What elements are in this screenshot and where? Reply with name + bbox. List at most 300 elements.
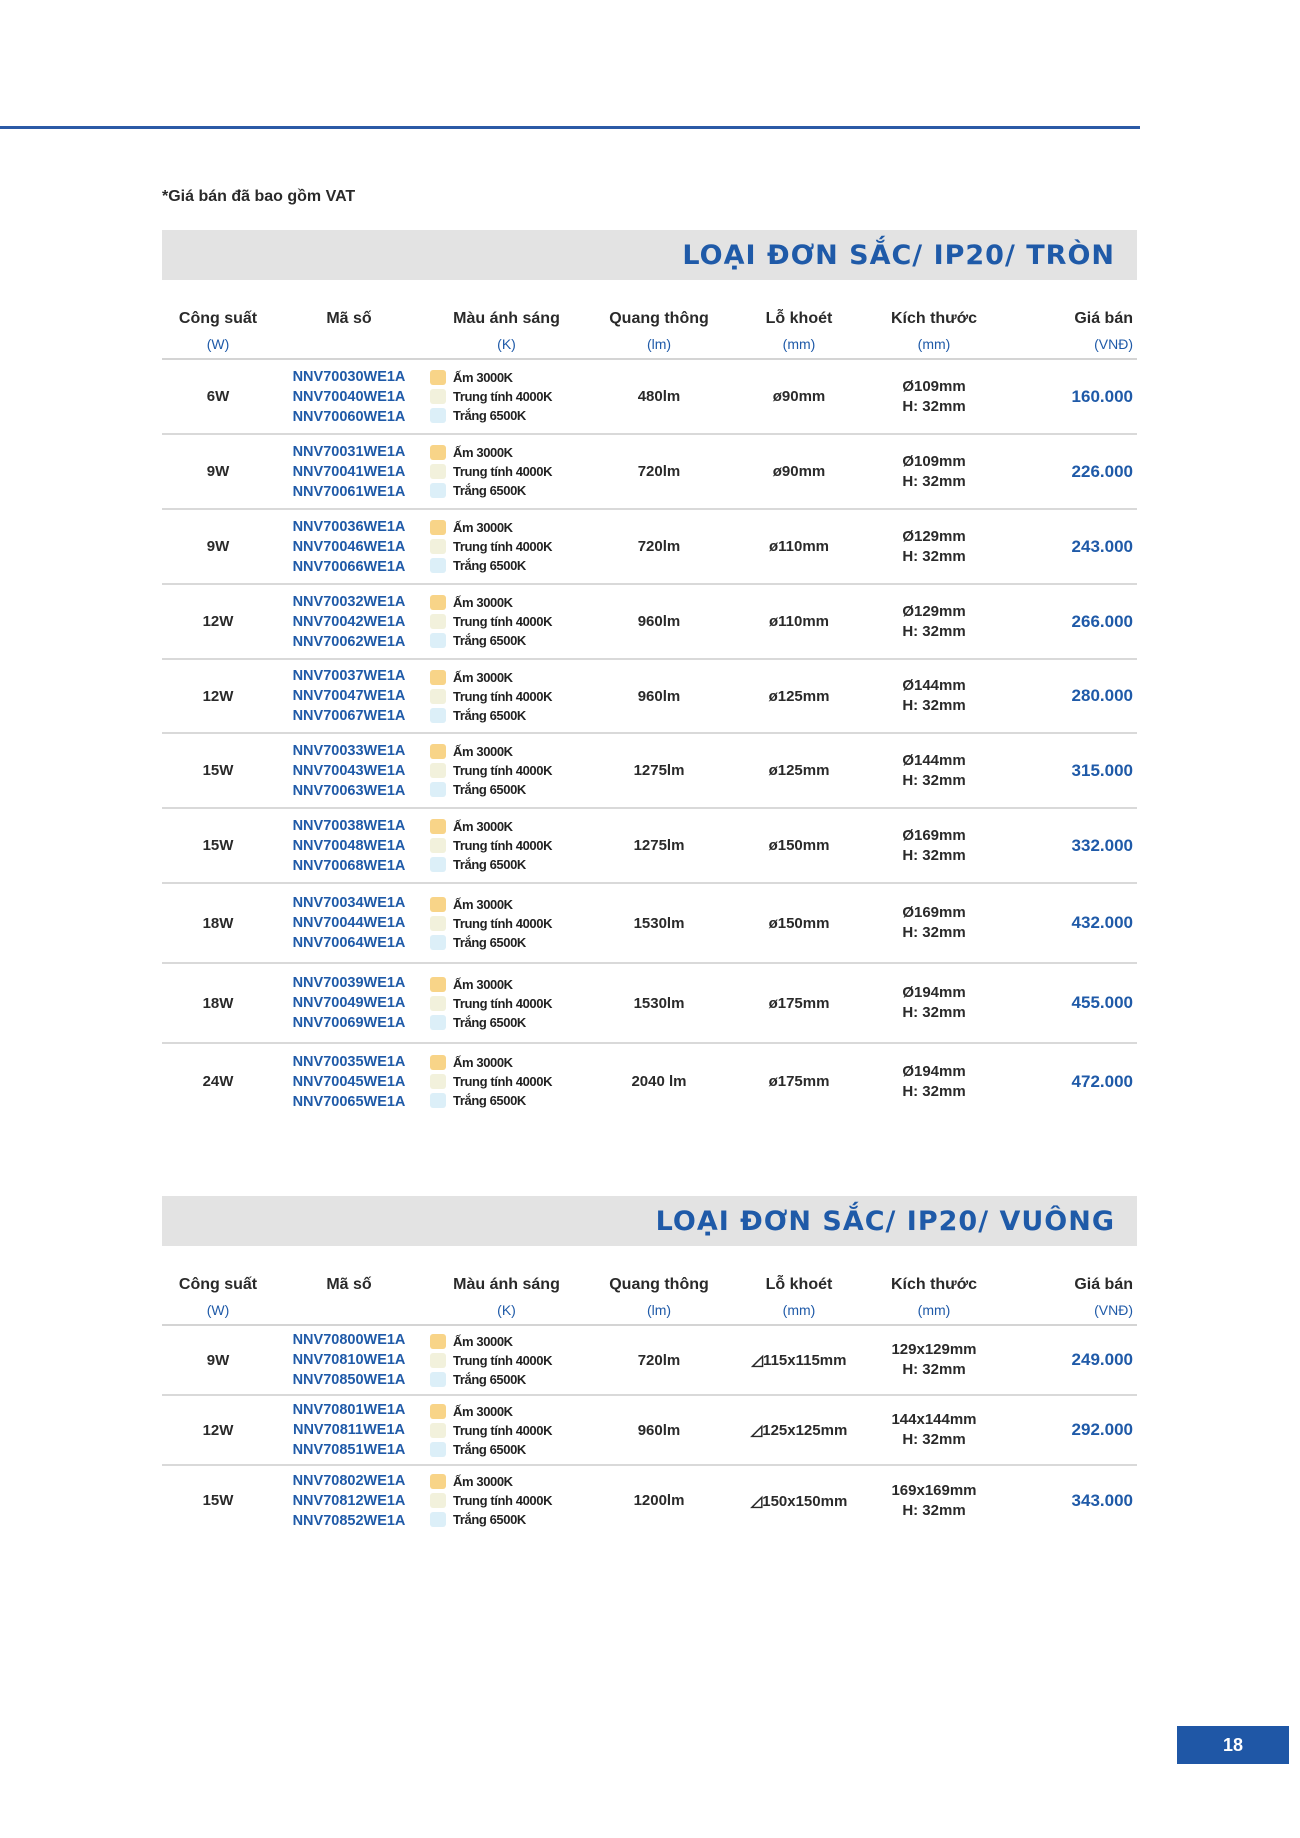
light-color-label: Trung tính 4000K (453, 1352, 553, 1368)
light-color-option (430, 1510, 589, 1529)
light-color-option (430, 895, 589, 914)
product-code: NNV70046WE1A (292, 538, 406, 555)
lumen-cell: 1275lm (589, 808, 729, 883)
lumen-cell: 720lm (589, 509, 729, 584)
size-value: H: 32mm (902, 924, 966, 941)
size-cell (869, 584, 999, 659)
price-cell: 343.000 (1071, 1490, 1133, 1510)
size-cell (869, 963, 999, 1043)
light-color-option (430, 975, 589, 994)
color-swatch-icon (430, 857, 446, 872)
product-code: NNV70045WE1A (292, 1073, 406, 1090)
light-color-option (430, 481, 589, 500)
color-swatch-icon (430, 838, 446, 853)
section-title: LOẠI ĐƠN SẮC/ IP20/ VUÔNG (162, 1196, 1137, 1246)
column-header: Công suất (178, 310, 258, 327)
light-color-option (430, 836, 589, 855)
light-color-option (430, 933, 589, 952)
price-cell: 266.000 (999, 584, 1137, 659)
size-value: H: 32mm (902, 697, 966, 714)
color-swatch-icon (430, 708, 446, 723)
lumen-cell: 720lm (589, 1325, 729, 1395)
price-cell: 292.000 (999, 1395, 1137, 1465)
light-color-option (430, 1013, 589, 1032)
light-color-option (430, 1370, 589, 1389)
light-color-label: Trung tính 4000K (453, 464, 553, 479)
header-row (162, 1246, 1137, 1296)
light-color-cell (424, 1043, 589, 1119)
product-code: NNV70036WE1A (292, 518, 406, 535)
color-swatch-icon (430, 1423, 446, 1438)
product-code: NNV70043WE1A (292, 762, 406, 779)
size-cell (869, 434, 999, 509)
power-cell: 6W (162, 359, 274, 434)
light-color-option (430, 687, 589, 706)
header-row (162, 280, 1137, 330)
light-color-label: Trắng 6500K (453, 782, 526, 797)
price-cell: 226.000 (999, 434, 1137, 509)
price-table (162, 280, 1137, 1119)
light-color-option (430, 518, 589, 537)
light-color-label: Trắng 6500K (453, 857, 526, 872)
color-swatch-icon (430, 1442, 446, 1457)
light-color-option (430, 1472, 589, 1491)
column-header: Mã số (326, 310, 372, 327)
light-color-label: Ấm 3000K (453, 370, 513, 385)
light-color-option (430, 761, 589, 780)
color-swatch-icon (430, 782, 446, 797)
light-color-label: Trắng 6500K (453, 408, 526, 423)
size-cell (869, 359, 999, 434)
size-cell (869, 509, 999, 584)
price-cell: 160.000 (999, 359, 1137, 434)
power-cell: 12W (162, 584, 274, 659)
light-color-option (430, 612, 589, 631)
size-value: H: 32mm (902, 397, 966, 415)
product-code: NNV70031WE1A (292, 443, 406, 460)
product-code: NNV70060WE1A (292, 408, 406, 425)
cutout-cell: ◿150x150mm (750, 1492, 848, 1510)
column-unit: (K) (424, 1296, 589, 1325)
table-row (162, 808, 1137, 883)
codes-cell (274, 509, 424, 584)
size-cell (869, 1043, 999, 1119)
color-swatch-icon (430, 1372, 446, 1387)
product-code: NNV70044WE1A (292, 915, 406, 931)
cutout-cell: ø175mm (768, 1073, 830, 1090)
column-header: Mã số (326, 1276, 372, 1293)
color-swatch-icon (430, 1474, 446, 1489)
size-value: Ø169mm (902, 904, 966, 921)
light-color-option (430, 1091, 589, 1110)
color-swatch-icon (430, 483, 446, 498)
price-cell: 243.000 (999, 509, 1137, 584)
size-value: Ø129mm (902, 602, 966, 620)
size-value: H: 32mm (902, 1004, 966, 1021)
size-cell (869, 808, 999, 883)
light-color-option (430, 742, 589, 761)
column-unit (274, 330, 424, 359)
light-color-option (430, 443, 589, 462)
table-row (162, 963, 1137, 1043)
cutout-cell: ø175mm (729, 963, 869, 1043)
light-color-cell (424, 1325, 589, 1395)
product-code: NNV70039WE1A (292, 975, 406, 991)
column-header: Kích thước (890, 1276, 978, 1293)
lumen-cell: 2040 lm (631, 1073, 687, 1090)
light-color-option (430, 1491, 589, 1510)
lumen-cell: 960lm (589, 1395, 729, 1465)
product-code: NNV70062WE1A (292, 633, 406, 650)
light-color-label: Trung tính 4000K (453, 389, 553, 404)
light-color-label: Ấm 3000K (453, 669, 513, 685)
light-color-label: Ấm 3000K (453, 1474, 513, 1489)
product-code: NNV70061WE1A (292, 483, 406, 500)
product-code: NNV70048WE1A (292, 837, 406, 854)
color-swatch-icon (430, 408, 446, 423)
color-swatch-icon (430, 539, 446, 554)
size-value: H: 32mm (902, 547, 966, 565)
table-row (162, 1395, 1137, 1465)
light-color-label: Trung tính 4000K (453, 838, 553, 853)
product-code: NNV70066WE1A (292, 558, 406, 575)
product-code: NNV70068WE1A (292, 857, 406, 874)
codes-cell (274, 1465, 424, 1535)
power-cell: 24W (202, 1073, 234, 1090)
size-cell (869, 659, 999, 733)
price-cell: 315.000 (999, 733, 1137, 808)
column-header: Màu ánh sáng (453, 310, 560, 327)
size-value: H: 32mm (902, 622, 966, 640)
size-value: H: 32mm (902, 472, 966, 490)
light-color-option (430, 593, 589, 612)
light-color-cell (424, 808, 589, 883)
table-row (162, 1043, 1137, 1119)
light-color-label: Trắng 6500K (453, 1014, 526, 1030)
column-header: Lỗ khoét (765, 310, 833, 327)
light-color-label: Ấm 3000K (453, 819, 513, 834)
color-swatch-icon (430, 1055, 446, 1070)
lumen-cell: 1275lm (589, 733, 729, 808)
product-code: NNV70069WE1A (292, 1015, 406, 1031)
lumen-cell: 960lm (589, 659, 729, 733)
color-swatch-icon (430, 520, 446, 535)
color-swatch-icon (430, 670, 446, 685)
price-cell: 472.000 (1071, 1071, 1133, 1091)
product-code: NNV70037WE1A (292, 668, 406, 684)
lumen-cell: 960lm (589, 584, 729, 659)
price-table (162, 1246, 1137, 1535)
color-swatch-icon (430, 1353, 446, 1368)
product-code: NNV70063WE1A (292, 782, 406, 799)
light-color-cell (424, 1395, 589, 1465)
codes-cell (274, 584, 424, 659)
light-color-label: Trắng 6500K (453, 934, 526, 950)
light-color-label: Trắng 6500K (453, 707, 526, 723)
light-color-label: Trung tính 4000K (453, 539, 553, 554)
color-swatch-icon (430, 1404, 446, 1419)
price-cell: 280.000 (999, 659, 1137, 733)
color-swatch-icon (430, 763, 446, 778)
cutout-cell: ø125mm (729, 733, 869, 808)
size-value: 144x144mm (891, 1411, 977, 1428)
product-code: NNV70852WE1A (292, 1512, 406, 1529)
product-code: NNV70802WE1A (292, 1472, 406, 1489)
light-color-label: Trung tính 4000K (453, 1422, 553, 1438)
power-cell: 15W (202, 1492, 234, 1509)
light-color-label: Trung tính 4000K (453, 1493, 553, 1508)
size-value: H: 32mm (902, 1361, 966, 1378)
light-color-cell (424, 733, 589, 808)
size-cell (869, 733, 999, 808)
lumen-cell: 720lm (589, 434, 729, 509)
light-color-label: Trung tính 4000K (453, 614, 553, 629)
table-row (162, 733, 1137, 808)
column-header: Lỗ khoét (765, 1276, 833, 1293)
cutout-cell: ø110mm (729, 584, 869, 659)
lumen-cell: 480lm (589, 359, 729, 434)
codes-cell (274, 659, 424, 733)
color-swatch-icon (430, 996, 446, 1011)
price-cell: 249.000 (999, 1325, 1137, 1395)
product-code: NNV70851WE1A (292, 1442, 406, 1458)
power-cell: 18W (162, 883, 274, 963)
column-header: Kích thước (890, 310, 978, 327)
light-color-option (430, 537, 589, 556)
light-color-label: Ấm 3000K (453, 595, 513, 610)
light-color-option (430, 406, 589, 425)
power-cell: 18W (162, 963, 274, 1043)
codes-cell (274, 733, 424, 808)
price-cell: 332.000 (999, 808, 1137, 883)
light-color-cell (424, 509, 589, 584)
section-title: LOẠI ĐƠN SẮC/ IP20/ TRÒN (162, 230, 1137, 280)
codes-cell (274, 359, 424, 434)
light-color-label: Trắng 6500K (453, 1441, 526, 1457)
product-code: NNV70042WE1A (292, 613, 406, 630)
codes-cell (274, 963, 424, 1043)
cutout-cell: ◿125x125mm (729, 1395, 869, 1465)
column-header: Giá bán (1074, 310, 1133, 327)
light-color-option (430, 1351, 589, 1370)
product-code: NNV70047WE1A (292, 688, 406, 704)
size-cell (869, 1465, 999, 1535)
color-swatch-icon (430, 744, 446, 759)
codes-cell (274, 1043, 424, 1119)
color-swatch-icon (430, 389, 446, 404)
product-code: NNV70032WE1A (292, 593, 406, 610)
table-row (162, 434, 1137, 509)
price-cell: 432.000 (999, 883, 1137, 963)
power-cell: 12W (162, 659, 274, 733)
light-color-label: Trung tính 4000K (453, 763, 553, 778)
color-swatch-icon (430, 1493, 446, 1508)
vat-note: *Giá bán đã bao gồm VAT (162, 188, 356, 205)
table-row (162, 509, 1137, 584)
light-color-option (430, 1053, 589, 1072)
color-swatch-icon (430, 819, 446, 834)
product-code: NNV70038WE1A (292, 817, 406, 834)
color-swatch-icon (430, 1074, 446, 1089)
color-swatch-icon (430, 689, 446, 704)
table-row (162, 1465, 1137, 1535)
size-value: H: 32mm (902, 1501, 966, 1519)
color-swatch-icon (430, 935, 446, 950)
product-code: NNV70800WE1A (292, 1332, 406, 1348)
section-round (162, 230, 1137, 1119)
light-color-option (430, 368, 589, 387)
power-cell: 9W (162, 434, 274, 509)
product-code: NNV70801WE1A (292, 1402, 406, 1418)
cutout-cell: ø150mm (729, 808, 869, 883)
color-swatch-icon (430, 558, 446, 573)
column-unit: (K) (424, 330, 589, 359)
light-color-option (430, 462, 589, 481)
light-color-label: Trung tính 4000K (453, 995, 553, 1011)
column-unit: (mm) (729, 330, 869, 359)
light-color-option (430, 631, 589, 650)
codes-cell (274, 434, 424, 509)
lumen-cell: 1530lm (589, 963, 729, 1043)
size-value: Ø194mm (902, 984, 966, 1001)
table-row (162, 883, 1137, 963)
product-code: NNV70064WE1A (292, 935, 406, 951)
column-unit: (mm) (869, 1296, 999, 1325)
light-color-label: Ấm 3000K (453, 445, 513, 460)
light-color-label: Ấm 3000K (453, 520, 513, 535)
light-color-option (430, 1072, 589, 1091)
light-color-option (430, 556, 589, 575)
light-color-label: Ấm 3000K (453, 1403, 513, 1419)
light-color-option (430, 387, 589, 406)
size-value: Ø169mm (902, 826, 966, 844)
light-color-label: Trắng 6500K (453, 1093, 526, 1108)
color-swatch-icon (430, 897, 446, 912)
light-color-option (430, 855, 589, 874)
size-value: 129x129mm (891, 1341, 977, 1358)
power-cell: 12W (162, 1395, 274, 1465)
size-value: Ø129mm (902, 527, 966, 545)
column-unit (274, 1296, 424, 1325)
light-color-option (430, 1440, 589, 1459)
product-code: NNV70030WE1A (292, 368, 406, 385)
column-unit: (VNĐ) (999, 330, 1137, 359)
column-unit: (mm) (729, 1296, 869, 1325)
light-color-option (430, 1421, 589, 1440)
light-color-cell (424, 963, 589, 1043)
light-color-label: Trắng 6500K (453, 483, 526, 498)
power-cell: 9W (162, 1325, 274, 1395)
product-code: NNV70033WE1A (292, 742, 406, 759)
size-value: 169x169mm (891, 1481, 977, 1499)
color-swatch-icon (430, 464, 446, 479)
light-color-label: Ấm 3000K (453, 896, 513, 912)
power-cell: 15W (162, 808, 274, 883)
light-color-label: Trắng 6500K (453, 633, 526, 648)
column-unit: (W) (162, 330, 274, 359)
light-color-label: Ấm 3000K (453, 744, 513, 759)
light-color-cell (424, 1465, 589, 1535)
size-cell (869, 883, 999, 963)
product-code: NNV70041WE1A (292, 463, 406, 480)
light-color-label: Trung tính 4000K (453, 915, 553, 931)
light-color-option (430, 994, 589, 1013)
column-unit: (lm) (589, 330, 729, 359)
color-swatch-icon (430, 445, 446, 460)
power-cell: 9W (162, 509, 274, 584)
unit-row (162, 1296, 1137, 1325)
cutout-cell: ◿115x115mm (729, 1325, 869, 1395)
column-unit: (W) (162, 1296, 274, 1325)
light-color-cell (424, 359, 589, 434)
size-cell (869, 1325, 999, 1395)
light-color-cell (424, 584, 589, 659)
lumen-cell: 1200lm (633, 1492, 685, 1509)
table-row (162, 584, 1137, 659)
product-code: NNV70067WE1A (292, 708, 406, 724)
color-swatch-icon (430, 370, 446, 385)
unit-row (162, 330, 1137, 359)
size-value: H: 32mm (902, 846, 966, 864)
column-unit: (mm) (869, 330, 999, 359)
product-code: NNV70040WE1A (292, 388, 406, 405)
color-swatch-icon (430, 916, 446, 931)
light-color-option (430, 1332, 589, 1351)
cutout-cell: ø90mm (729, 359, 869, 434)
column-header: Công suất (178, 1276, 258, 1293)
color-swatch-icon (430, 633, 446, 648)
codes-cell (274, 1395, 424, 1465)
price-cell: 455.000 (999, 963, 1137, 1043)
light-color-option (430, 668, 589, 687)
light-color-option (430, 817, 589, 836)
product-code: NNV70810WE1A (292, 1352, 406, 1368)
size-cell (869, 1395, 999, 1465)
size-value: Ø109mm (902, 452, 966, 470)
size-value: H: 32mm (902, 1431, 966, 1448)
cutout-cell: ø90mm (729, 434, 869, 509)
section-square (162, 1196, 1137, 1535)
light-color-option (430, 914, 589, 933)
size-value: Ø144mm (902, 677, 966, 694)
light-color-option (430, 1402, 589, 1421)
product-code: NNV70850WE1A (292, 1372, 406, 1388)
color-swatch-icon (430, 1015, 446, 1030)
size-value: H: 32mm (902, 1082, 966, 1100)
light-color-label: Trắng 6500K (453, 1512, 526, 1527)
cutout-cell: ø125mm (729, 659, 869, 733)
product-code: NNV70811WE1A (292, 1422, 406, 1438)
color-swatch-icon (430, 1334, 446, 1349)
size-value: Ø194mm (902, 1062, 966, 1080)
light-color-label: Trắng 6500K (453, 1371, 526, 1387)
column-header: Quang thông (609, 1276, 709, 1293)
light-color-option (430, 780, 589, 799)
codes-cell (274, 1325, 424, 1395)
table-row (162, 359, 1137, 434)
light-color-label: Ấm 3000K (453, 1333, 513, 1349)
power-cell: 15W (162, 733, 274, 808)
light-color-cell (424, 883, 589, 963)
codes-cell (274, 808, 424, 883)
cutout-cell: ø150mm (729, 883, 869, 963)
size-value: Ø109mm (902, 377, 966, 395)
size-value: H: 32mm (902, 771, 966, 789)
lumen-cell: 1530lm (589, 883, 729, 963)
column-header: Màu ánh sáng (453, 1276, 560, 1293)
light-color-label: Trung tính 4000K (453, 1074, 553, 1089)
color-swatch-icon (430, 1093, 446, 1108)
